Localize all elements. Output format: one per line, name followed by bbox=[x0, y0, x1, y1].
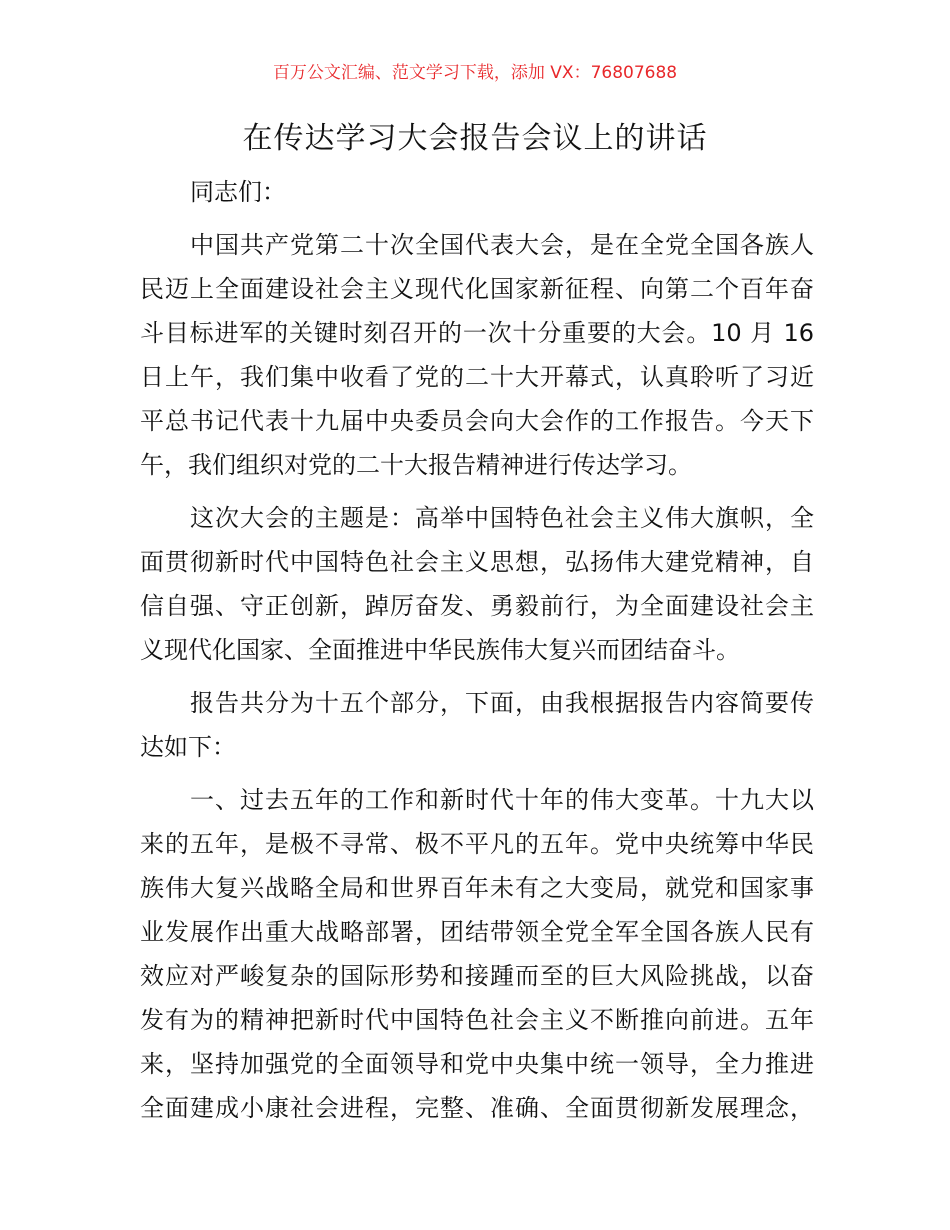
paragraph bbox=[140, 778, 814, 1130]
text-line: 民迈上全面建设社会主义现代化国家新征程、向第二个百年奋 bbox=[140, 275, 814, 303]
text-line: 全面建成小康社会进程，完整、准确、全面贯彻新发展理念， bbox=[140, 1094, 814, 1122]
paragraph bbox=[140, 223, 814, 487]
text-line: 达如下： bbox=[140, 733, 236, 761]
text-line: 义现代化国家、全面推进中华民族伟大复兴而团结奋斗。 bbox=[140, 636, 740, 664]
text-line: 族伟大复兴战略全局和世界百年未有之大变局，就党和国家事 bbox=[140, 874, 814, 902]
paragraph bbox=[140, 681, 814, 769]
text-line: 报告共分为十五个部分，下面，由我根据报告内容简要传 bbox=[190, 689, 814, 717]
text-line: 信自强、守正创新，踔厉奋发、勇毅前行，为全面建设社会主 bbox=[140, 592, 814, 620]
document-body bbox=[140, 170, 814, 1139]
text-line: 一、过去五年的工作和新时代十年的伟大变革。十九大以 bbox=[190, 786, 814, 814]
text-line: 效应对严峻复杂的国际形势和接踵而至的巨大风险挑战，以奋 bbox=[140, 962, 814, 990]
text-line: 面贯彻新时代中国特色社会主义思想，弘扬伟大建党精神，自 bbox=[140, 548, 814, 576]
paragraph bbox=[140, 496, 814, 672]
text-line: 日上午，我们集中收看了党的二十大开幕式，认真聆听了习近 bbox=[140, 363, 814, 391]
text-line: 同志们： bbox=[190, 178, 286, 206]
text-line: 业发展作出重大战略部署，团结带领全党全军全国各族人民有 bbox=[140, 918, 814, 946]
text-line: 这次大会的主题是：高举中国特色社会主义伟大旗帜，全 bbox=[190, 504, 814, 532]
text-line: 中国共产党第二十次全国代表大会，是在全党全国各族人 bbox=[190, 231, 814, 259]
text-line: 来的五年，是极不寻常、极不平凡的五年。党中央统筹中华民 bbox=[140, 830, 814, 858]
text-line: 午，我们组织对党的二十大报告精神进行传达学习。 bbox=[140, 451, 692, 479]
watermark-banner: 百万公文汇编、范文学习下载，添加 VX：76807688 bbox=[272, 63, 678, 83]
text-line: 发有为的精神把新时代中国特色社会主义不断推向前进。五年 bbox=[140, 1006, 814, 1034]
text-line: 平总书记代表十九届中央委员会向大会作的工作报告。今天下 bbox=[140, 407, 814, 435]
salutation bbox=[140, 170, 814, 214]
text-line: 来，坚持加强党的全面领导和党中央集中统一领导，全力推进 bbox=[140, 1050, 814, 1078]
text-line: 斗目标进军的关键时刻召开的一次十分重要的大会。10 月 16 bbox=[140, 319, 814, 347]
document-title: 在传达学习大会报告会议上的讲话 bbox=[242, 121, 708, 156]
